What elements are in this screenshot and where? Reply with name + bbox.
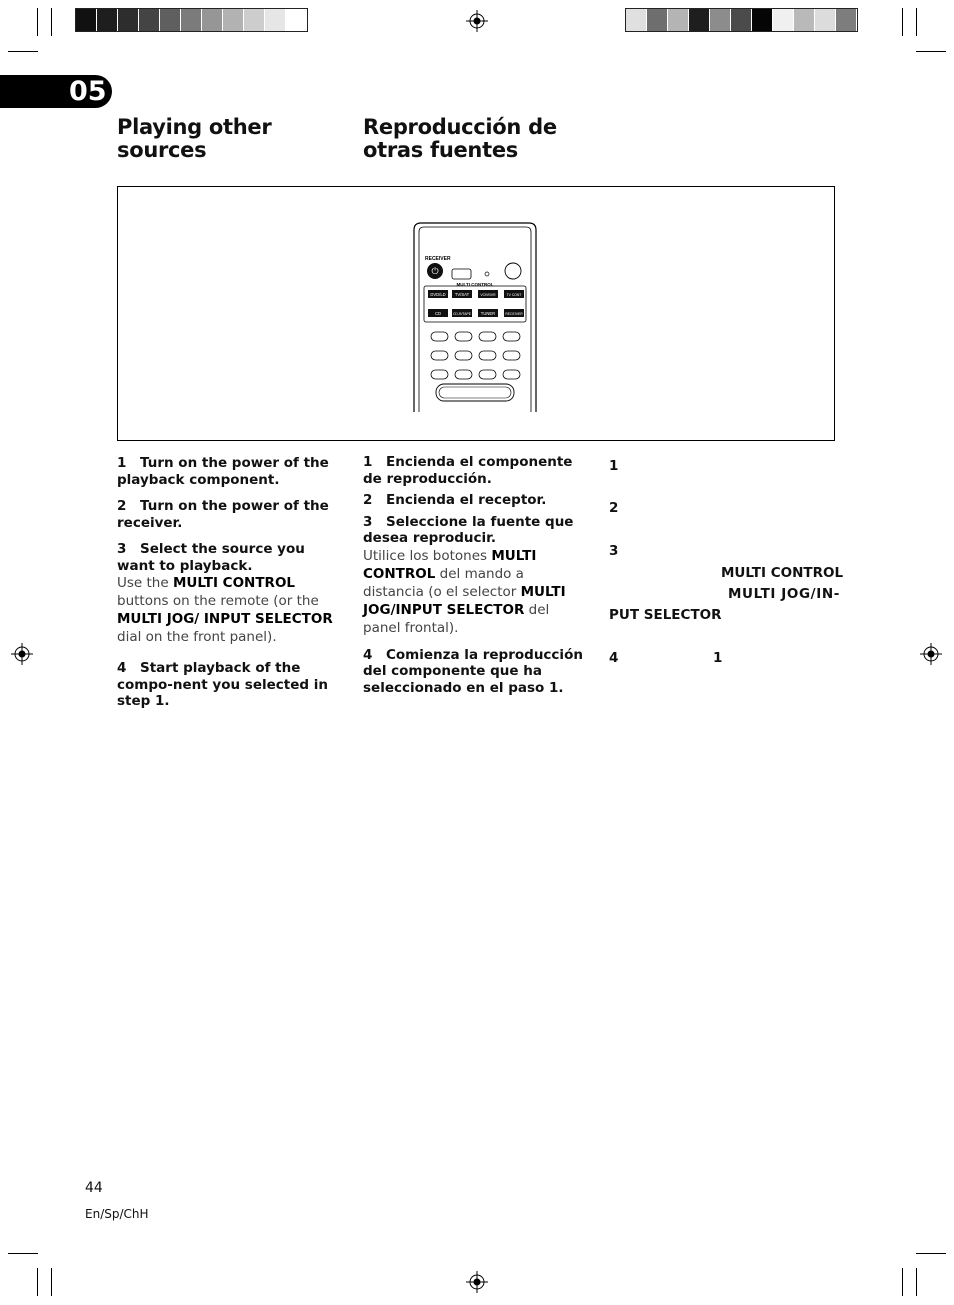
color-swatch: [76, 9, 97, 31]
color-swatch: [668, 9, 689, 31]
title-line: Playing other: [117, 115, 272, 139]
input-button-label: RECEIVER: [505, 312, 523, 316]
registration-mark-icon: [466, 1271, 488, 1293]
body-bold: MULTI CONTROL: [363, 547, 537, 582]
input-button-label: CD: [434, 311, 442, 316]
step-number: 1: [363, 454, 373, 470]
color-swatch: [97, 9, 118, 31]
registration-mark-icon: [920, 643, 942, 665]
step-text: Select the source you want to playback.: [117, 541, 305, 574]
title-line: sources: [117, 138, 207, 162]
registration-mark-icon: [11, 643, 33, 665]
color-swatch: [752, 9, 773, 31]
color-swatch: [794, 9, 815, 31]
step-heading: [363, 454, 585, 487]
body-text: buttons on the remote (or the: [117, 593, 319, 609]
step-text: Encienda el componente de reproducción.: [363, 454, 573, 487]
color-swatch: [836, 9, 857, 31]
step-heading: [363, 514, 585, 547]
body-text: del panel frontal).: [363, 601, 550, 636]
keypad-button[interactable]: [479, 351, 496, 360]
input-button-label: TUNER: [480, 311, 496, 316]
step-number: 2: [117, 498, 127, 514]
color-swatch: [160, 9, 181, 31]
step-body: [117, 574, 345, 646]
keypad-button[interactable]: [479, 370, 496, 379]
step-text: Encienda el receptor.: [386, 492, 547, 508]
body-bold: MULTI JOG/ INPUT SELECTOR: [117, 611, 333, 627]
color-swatch: [731, 9, 752, 31]
step-text: Comienza la reproducción del componente que ha seleccionado en el paso 1.: [363, 646, 583, 696]
step-number: 2: [363, 492, 373, 508]
bottom-wide-button[interactable]: [436, 384, 514, 401]
receiver-label: RECEIVER: [425, 256, 451, 262]
registration-mark-icon: [466, 10, 488, 32]
color-swatch: [773, 9, 794, 31]
keypad-button[interactable]: [431, 370, 448, 379]
color-swatch: [139, 9, 160, 31]
page-number: 44: [85, 1180, 103, 1196]
zh-step-reference: 1: [713, 650, 723, 666]
color-swatch: [286, 9, 307, 31]
color-swatch: [626, 9, 647, 31]
step-heading: [117, 455, 345, 488]
keypad-button[interactable]: [503, 351, 520, 360]
keypad-button[interactable]: [503, 370, 520, 379]
zh-step-number: 3: [609, 543, 619, 559]
color-swatch: [244, 9, 265, 31]
chapter-number: 05: [69, 76, 107, 107]
input-button-label: VCR/DVR: [480, 293, 496, 297]
body-text: del mando a distancia (o el selector: [363, 565, 524, 600]
step-text: Turn on the power of the receiver.: [117, 498, 329, 531]
power-icon: ⏻: [431, 267, 439, 277]
color-swatch: [710, 9, 731, 31]
color-swatch: [118, 9, 139, 31]
keypad-button[interactable]: [431, 351, 448, 360]
color-swatch: [223, 9, 244, 31]
step-heading: [117, 660, 345, 710]
zh-step-number: 2: [609, 500, 619, 516]
color-swatch: [815, 9, 836, 31]
keypad-button[interactable]: [479, 332, 496, 341]
remote-window: [452, 269, 471, 279]
body-bold: MULTI CONTROL: [172, 575, 296, 591]
multi-control-label: MULTI CONTROL: [456, 282, 494, 287]
column-spanish: [363, 454, 585, 696]
indicator-led: [485, 272, 489, 276]
step-heading: [117, 541, 345, 574]
chapter-tab: [0, 75, 112, 108]
column-english: [117, 455, 345, 710]
body-text: Utilice los botones: [363, 547, 492, 564]
body-bold: MULTI JOG/INPUT SELECTOR: [363, 583, 566, 618]
step-heading: [363, 492, 585, 509]
body-text: Use the: [117, 575, 173, 591]
keypad-button[interactable]: [455, 370, 472, 379]
color-swatch: [689, 9, 710, 31]
step-text: Start playback of the compo-nent you selected in step 1.: [117, 660, 328, 709]
keypad-button[interactable]: [503, 332, 520, 341]
step-heading: [363, 647, 585, 697]
step-number: 4: [363, 646, 373, 663]
step-text: Turn on the power of the playback component.: [117, 455, 329, 488]
step-text: Seleccione la fuente que desea reproducir.: [363, 513, 574, 546]
step-heading: [117, 498, 345, 531]
title-line: Reproducción de: [363, 115, 557, 139]
input-button-label: TV CONT: [506, 293, 522, 297]
body-text: dial on the front panel).: [117, 629, 277, 645]
grayscale-bar-left: [75, 8, 308, 32]
zh-step-number: 1: [609, 458, 619, 474]
remote-figure-box: [117, 186, 835, 441]
color-swatch: [202, 9, 223, 31]
step-body: [363, 547, 585, 637]
input-button-label: CD-R/TAPE: [452, 312, 472, 316]
title-line: otras fuentes: [363, 138, 518, 162]
keypad-button[interactable]: [431, 332, 448, 341]
page-title-es: [363, 116, 557, 162]
zh-step-number: 4: [609, 650, 619, 666]
zh-bold-term: MULTI CONTROL: [721, 565, 844, 581]
step-number: 1: [117, 455, 127, 471]
input-button-label: TV/SAT: [454, 292, 470, 297]
step-number: 3: [363, 513, 373, 530]
zh-bold-term: MULTI JOG/IN-: [728, 586, 840, 602]
remote-control-illustration: [412, 222, 538, 412]
color-bar-right: [625, 8, 858, 32]
input-button-label: DVD/LD: [430, 292, 446, 297]
color-swatch: [181, 9, 202, 31]
keypad-button[interactable]: [455, 351, 472, 360]
zh-bold-term: PUT SELECTOR: [609, 607, 722, 623]
color-swatch: [265, 9, 286, 31]
round-button[interactable]: [505, 263, 521, 279]
step-number: 3: [117, 541, 127, 557]
keypad-button[interactable]: [455, 332, 472, 341]
step-number: 4: [117, 660, 127, 676]
language-code: En/Sp/ChH: [85, 1207, 149, 1221]
color-swatch: [647, 9, 668, 31]
page-title-en: [117, 116, 271, 162]
